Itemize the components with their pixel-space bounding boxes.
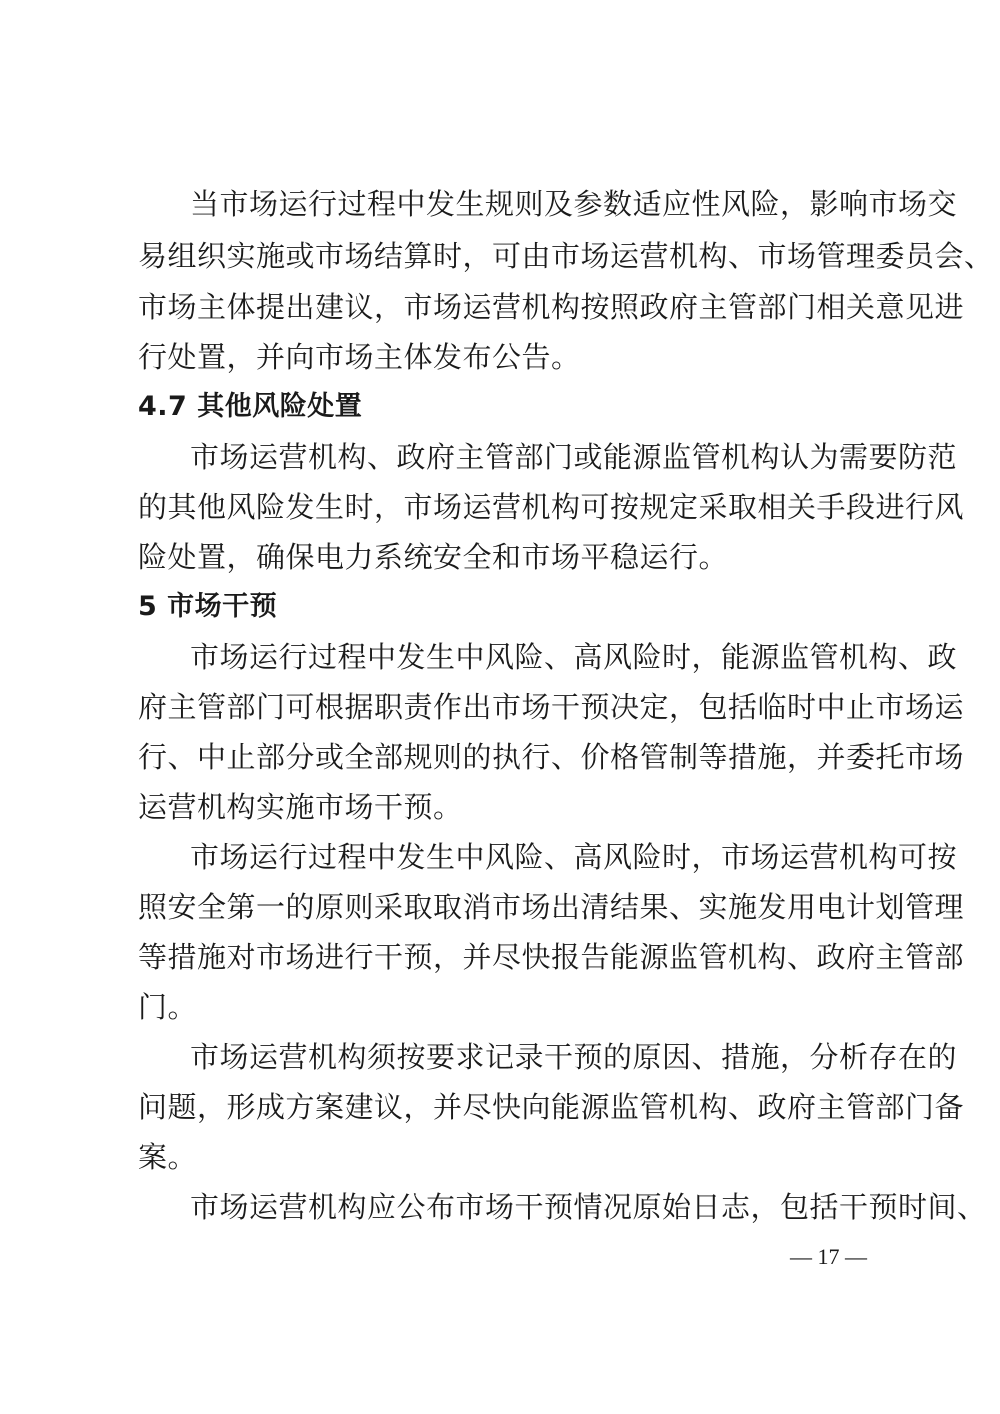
paragraph-line: 市场运行过程中发生中风险、高风险时，能源监管机构、政 — [190, 640, 958, 674]
paragraph-line: 案。 — [138, 1140, 198, 1174]
page-number: — 17 — — [790, 1244, 867, 1269]
paragraph-line: 行、中止部分或全部规则的执行、价格管制等措施，并委托市场 — [138, 740, 965, 774]
paragraph-line: 市场运营机构须按要求记录干预的原因、措施，分析存在的 — [190, 1040, 958, 1074]
paragraph-line: 当市场运行过程中发生规则及参数适应性风险，影响市场交 — [190, 187, 958, 221]
paragraph-line: 市场运营机构应公布市场干预情况原始日志，包括干预时间、 — [190, 1190, 987, 1224]
paragraph-line: 市场主体提出建议，市场运营机构按照政府主管部门相关意见进 — [138, 290, 965, 324]
paragraph-line: 市场运营机构、政府主管部门或能源监管机构认为需要防范 — [190, 440, 958, 474]
paragraph-line: 府主管部门可根据职责作出市场干预决定，包括临时中止市场运 — [138, 690, 965, 724]
paragraph-line: 等措施对市场进行干预，并尽快报告能源监管机构、政府主管部 — [138, 940, 965, 974]
paragraph-line: 门。 — [138, 990, 198, 1024]
paragraph-line: 行处置，并向市场主体发布公告。 — [138, 340, 581, 374]
paragraph-line: 运营机构实施市场干预。 — [138, 790, 463, 824]
section-heading-5: 5 市场干预 — [138, 591, 278, 622]
paragraph-line: 照安全第一的原则采取取消市场出清结果、实施发用电计划管理 — [138, 890, 965, 924]
section-heading-4-7: 4.7 其他风险处置 — [138, 391, 363, 422]
paragraph-line: 易组织实施或市场结算时，可由市场运营机构、市场管理委员会、 — [138, 239, 994, 273]
paragraph-line: 问题，形成方案建议，并尽快向能源监管机构、政府主管部门备 — [138, 1090, 965, 1124]
paragraph-line: 险处置，确保电力系统安全和市场平稳运行。 — [138, 540, 729, 574]
paragraph-line: 的其他风险发生时，市场运营机构可按规定采取相关手段进行风 — [138, 490, 965, 524]
paragraph-line: 市场运行过程中发生中风险、高风险时，市场运营机构可按 — [190, 840, 958, 874]
